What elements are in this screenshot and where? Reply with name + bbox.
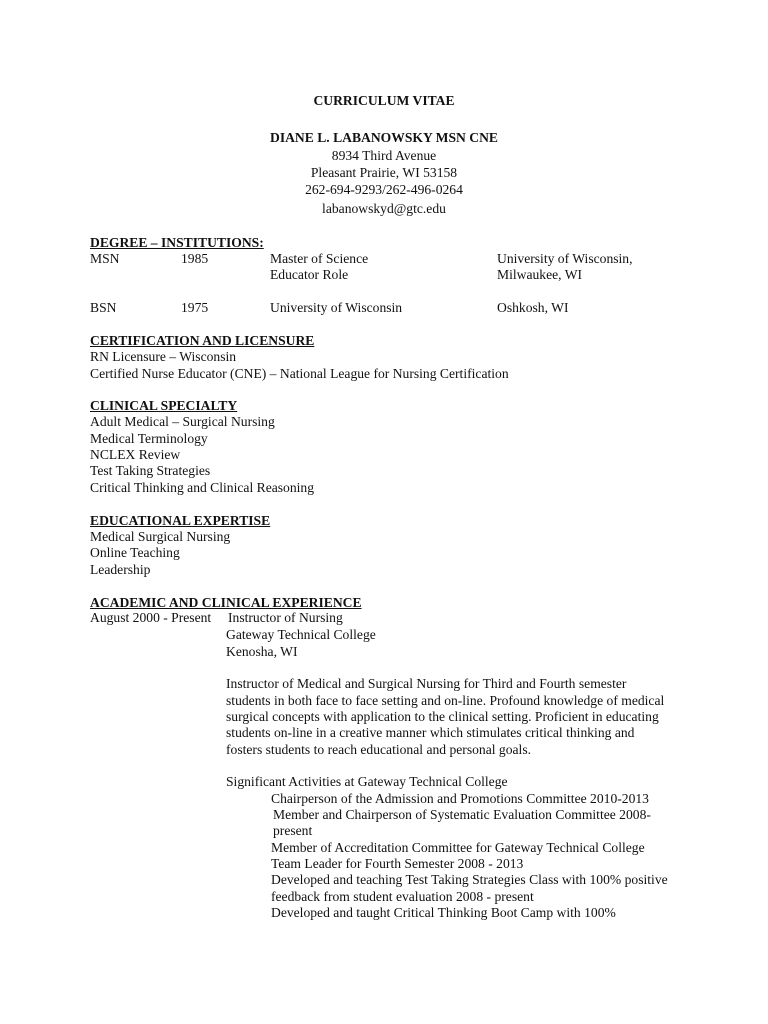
activity-line: Developed and teaching Test Taking Strategies Class with 100% positive	[271, 872, 668, 887]
address-line-1: 8934 Third Avenue	[331, 148, 437, 163]
certification-heading: CERTIFICATION AND LICENSURE	[90, 333, 315, 348]
activity-line: present	[273, 823, 313, 838]
degree-bsn-year: 1975	[181, 300, 209, 315]
degree-msn-institution: University of Wisconsin,	[497, 251, 633, 266]
degree-bsn-institution: University of Wisconsin	[270, 300, 403, 315]
experience-description-line: fosters students to reach educational and personal goals.	[226, 742, 532, 757]
email-address: labanowskyd@gtc.edu	[322, 201, 446, 216]
clinical-specialty-item: Critical Thinking and Clinical Reasoning	[90, 480, 315, 495]
experience-dates: August 2000 - Present	[90, 610, 212, 625]
degree-msn-program: Master of Science	[270, 251, 369, 266]
activity-line: Team Leader for Fourth Semester 2008 - 2013	[271, 856, 524, 871]
clinical-specialty-item: Medical Terminology	[90, 431, 208, 446]
degree-bsn-location: Oshkosh, WI	[497, 300, 569, 315]
address-line-2: Pleasant Prairie, WI 53158	[310, 165, 458, 180]
educational-expertise-item: Online Teaching	[90, 545, 180, 560]
clinical-specialty-item: Test Taking Strategies	[90, 463, 211, 478]
clinical-specialty-item: Adult Medical – Surgical Nursing	[90, 414, 275, 429]
experience-location: Kenosha, WI	[226, 644, 298, 659]
educational-expertise-item: Leadership	[90, 562, 151, 577]
clinical-specialty-heading: CLINICAL SPECIALTY	[90, 398, 238, 413]
degree-msn-label: MSN	[90, 251, 120, 266]
activities-heading: Significant Activities at Gateway Technical College	[226, 774, 508, 789]
degree-msn-year: 1985	[181, 251, 209, 266]
activity-line: Member of Accreditation Committee for Gateway Technical College	[271, 840, 645, 855]
experience-heading: ACADEMIC AND CLINICAL EXPERIENCE	[90, 595, 362, 610]
degree-bsn-label: BSN	[90, 300, 117, 315]
clinical-specialty-item: NCLEX Review	[90, 447, 181, 462]
educational-expertise-item: Medical Surgical Nursing	[90, 529, 231, 544]
phone-numbers: 262-694-9293/262-496-0264	[305, 182, 463, 197]
experience-description-line: Instructor of Medical and Surgical Nursing for Third and Fourth semester	[226, 676, 627, 691]
activity-line: Developed and taught Critical Thinking Boot Camp with 100%	[271, 905, 616, 920]
experience-employer: Gateway Technical College	[226, 627, 376, 642]
experience-position: Instructor of Nursing	[228, 610, 343, 625]
educational-expertise-heading: EDUCATIONAL EXPERTISE	[90, 513, 271, 528]
activity-line: Member and Chairperson of Systematic Evaluation Committee 2008-	[273, 807, 651, 822]
degree-msn-program-role: Educator Role	[270, 267, 349, 282]
document-title: CURRICULUM VITAE	[313, 93, 455, 108]
certification-item: RN Licensure – Wisconsin	[90, 349, 237, 364]
degree-msn-location: Milwaukee, WI	[497, 267, 583, 282]
degrees-heading: DEGREE – INSTITUTIONS:	[90, 235, 264, 250]
person-name: DIANE L. LABANOWSKY MSN CNE	[270, 130, 498, 145]
experience-description-line: students on-line in a creative manner which stimulates critical thinking and	[226, 725, 635, 740]
activity-line: Chairperson of the Admission and Promotions Committee 2010-2013	[271, 791, 649, 806]
experience-description-line: surgical concepts with application to the clinical setting. Proficient in educating	[226, 709, 659, 724]
activity-line: feedback from student evaluation 2008 - present	[271, 889, 534, 904]
experience-description-line: students in both face to face setting and on-line. Profound knowledge of medical	[226, 693, 665, 708]
certification-item: Certified Nurse Educator (CNE) – National League for Nursing Certification	[90, 366, 509, 381]
